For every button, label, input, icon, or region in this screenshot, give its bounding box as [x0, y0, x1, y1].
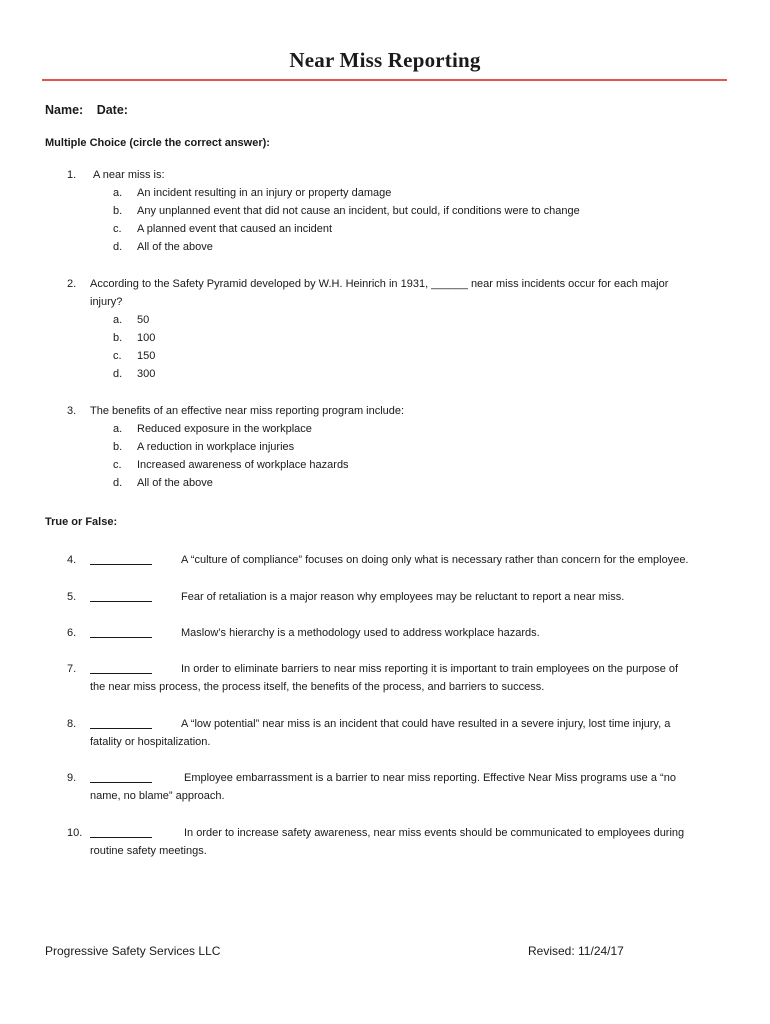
option-text: Reduced exposure in the workplace: [137, 423, 312, 435]
question-text: Maslow’s hierarchy is a methodology used to address workplace hazards.: [181, 627, 540, 639]
option-letter: c.: [113, 223, 122, 235]
mc-3-option-c[interactable]: [113, 456, 349, 474]
question-text-continued: the near miss process, the process itself, the benefits of the process, and barriers to success.: [90, 681, 545, 693]
answer-blank[interactable]: [90, 673, 152, 674]
mc-3-option-a[interactable]: [113, 420, 312, 438]
question-number: 9.: [67, 772, 77, 784]
mc-question-3: [67, 402, 727, 420]
option-text: 150: [137, 350, 156, 362]
option-text: All of the above: [137, 241, 213, 253]
option-letter: b.: [113, 441, 123, 453]
option-letter: b.: [113, 205, 123, 217]
question-text: In order to eliminate barriers to near miss reporting it is important to train employees on the purpose of: [181, 663, 679, 675]
name-label: Name:: [45, 103, 84, 117]
question-text-continued: injury?: [90, 296, 123, 308]
option-letter: d.: [113, 241, 123, 253]
option-letter: a.: [113, 314, 123, 326]
option-text: All of the above: [137, 477, 213, 489]
mc-question-2: [67, 275, 727, 311]
mc-2-option-d[interactable]: [113, 365, 155, 383]
option-text: 50: [137, 314, 150, 326]
mc-2-option-a[interactable]: [113, 311, 149, 329]
answer-blank[interactable]: [90, 782, 152, 783]
answer-blank[interactable]: [90, 637, 152, 638]
answer-blank[interactable]: [90, 728, 152, 729]
answer-blank[interactable]: [90, 837, 152, 838]
option-text: A planned event that caused an incident: [137, 223, 333, 235]
option-text: Increased awareness of workplace hazards: [137, 459, 349, 471]
question-text: A “culture of compliance” focuses on doing only what is necessary rather than concern for the employee.: [181, 554, 689, 566]
mc-2-option-c[interactable]: [113, 347, 155, 365]
question-number: 10.: [67, 827, 83, 839]
option-text: 100: [137, 332, 156, 344]
question-number: 1.: [67, 169, 77, 181]
mc-1-option-b[interactable]: [113, 202, 580, 220]
question-text-continued: routine safety meetings.: [90, 845, 207, 857]
option-text: A reduction in workplace injuries: [137, 441, 295, 453]
question-text: According to the Safety Pyramid developed by W.H. Heinrich in 1931, ______ near miss incidents occur for each major: [90, 278, 669, 290]
question-number: 6.: [67, 627, 77, 639]
mc-question-1: [67, 166, 727, 184]
option-letter: a.: [113, 423, 123, 435]
question-text-continued: fatality or hospitalization.: [90, 736, 211, 748]
option-text: An incident resulting in an injury or property damage: [137, 187, 392, 199]
question-number: 3.: [67, 405, 77, 417]
option-text: Any unplanned event that did not cause an incident, but could, if conditions were to change: [137, 205, 580, 217]
option-letter: a.: [113, 187, 123, 199]
footer-company: Progressive Safety Services LLC: [45, 944, 221, 958]
question-number: 8.: [67, 718, 77, 730]
title-divider: [42, 79, 727, 81]
option-letter: b.: [113, 332, 123, 344]
page-title: Near Miss Reporting: [289, 48, 481, 72]
date-label: Date:: [96, 103, 128, 117]
question-number: 5.: [67, 591, 77, 603]
option-letter: d.: [113, 368, 123, 380]
question-text: A near miss is:: [93, 169, 165, 181]
option-letter: d.: [113, 477, 123, 489]
question-text: In order to increase safety awareness, near miss events should be communicated to employees during: [184, 827, 685, 839]
question-text: Fear of retaliation is a major reason why employees may be reluctant to report a near miss.: [181, 591, 625, 603]
section-multiple-choice: Multiple Choice (circle the correct answer):: [45, 137, 270, 149]
question-number: 2.: [67, 278, 77, 290]
question-number: 7.: [67, 663, 77, 675]
question-number: 4.: [67, 554, 77, 566]
name-date-row: [45, 103, 132, 119]
mc-1-option-a[interactable]: [113, 184, 391, 202]
mc-3-option-b[interactable]: [113, 438, 294, 456]
question-text: The benefits of an effective near miss reporting program include:: [90, 405, 405, 417]
question-text: Employee embarrassment is a barrier to near miss reporting. Effective Near Miss programs use a “no: [184, 772, 676, 784]
mc-1-option-c[interactable]: [113, 220, 332, 238]
mc-1-option-d[interactable]: [113, 238, 213, 256]
section-true-false: True or False:: [45, 516, 118, 528]
question-text-continued: name, no blame” approach.: [90, 790, 225, 802]
footer-revised: Revised: 11/24/17: [528, 944, 624, 958]
option-letter: c.: [113, 350, 122, 362]
answer-blank[interactable]: [90, 564, 152, 565]
answer-blank[interactable]: [90, 601, 152, 602]
option-letter: c.: [113, 459, 122, 471]
mc-3-option-d[interactable]: [113, 474, 213, 492]
mc-2-option-b[interactable]: [113, 329, 155, 347]
question-text: A “low potential” near miss is an incident that could have resulted in a severe injury, lost time injury, a: [181, 718, 671, 730]
option-text: 300: [137, 368, 156, 380]
